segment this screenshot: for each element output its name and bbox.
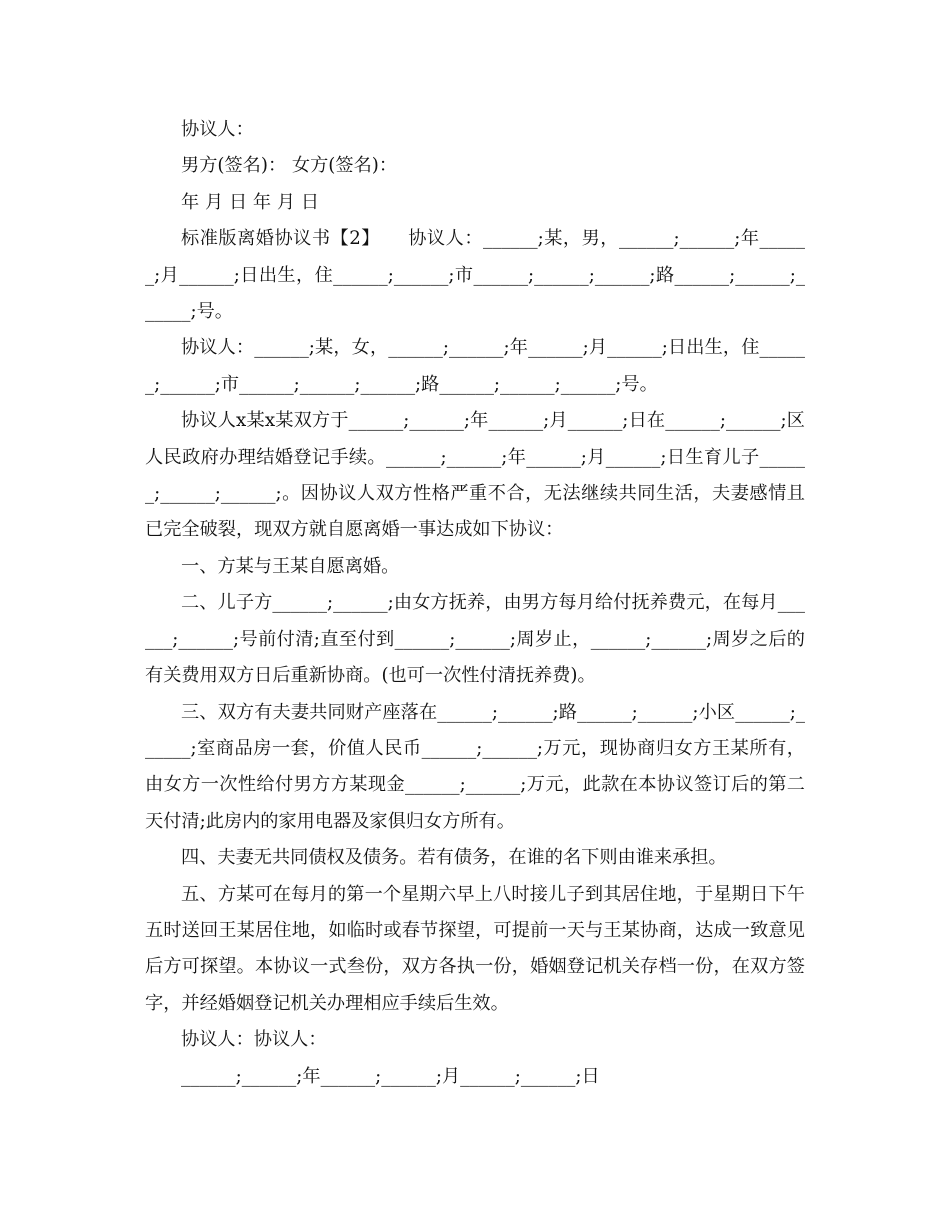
closing-signatories: 协议人：协议人：: [181, 1029, 327, 1051]
clause-1: 一、方某与王某自愿离婚。: [181, 555, 400, 577]
clause-3: 三、双方有夫妻共同财产座落在______;______;路______;______;小区______;______;室商品房一套，价值人民币______;______;万元，现协商归女方王某所有，由女方一次性给付男方方某现金______;______;万元，此款在本协议签订后的第二天付清;此房内的家用电器及家俱归女方所有。: [145, 701, 805, 832]
agreement-title-party-1: 标准版离婚协议书【2】 协议人：______;某，男，______;______;年______;月______;日出生，住______;______;市______;______;______;路______;______;______;号。: [145, 228, 805, 323]
marriage-background: 协议人x某x某双方于______;______;年______;月______;日在______;______;区人民政府办理结婚登记手续。______;______;年______;月______;日生育儿子______;______;______;。因协议人双方性格严重不合，无法继续共同生活，夫妻感情且已完全破裂，现双方就自愿离婚一事达成如下协议：: [145, 410, 805, 541]
date-line: 年 月 日 年 月 日: [181, 191, 320, 213]
signature-line: 男方(签名)： 女方(签名)：: [181, 155, 398, 177]
clause-5: 五、方某可在每月的第一个星期六早上八时接儿子到其居住地，于星期日下午五时送回王某居住地，如临时或春节探望，可提前一天与王某协商，达成一致意见后方可探望。本协议一式叁份，双方各执一份，婚姻登记机关存档一份，在双方签字，并经婚姻登记机关办理相应手续后生效。: [145, 883, 805, 1014]
party-2-info: 协议人：______;某，女，______;______;年______;月______;日出生，住______;______;市______;______;______;路______;______;______;号。: [145, 337, 805, 395]
document-body: [145, 112, 805, 1095]
clause-4: 四、夫妻无共同债权及债务。若有债务，在谁的名下则由谁来承担。: [181, 847, 727, 869]
closing-date-line: ______;______;年______;______;月______;______;日: [181, 1065, 600, 1087]
clause-2: 二、儿子方______;______;由女方抚养，由男方每月给付抚养费元，在每月______;______;号前付清;直至付到______;______;周岁止，______;______;周岁之后的有关费用双方日后重新协商。(也可一次性付清抚养费)。: [145, 592, 805, 687]
signatory-label: 协议人：: [181, 119, 254, 140]
